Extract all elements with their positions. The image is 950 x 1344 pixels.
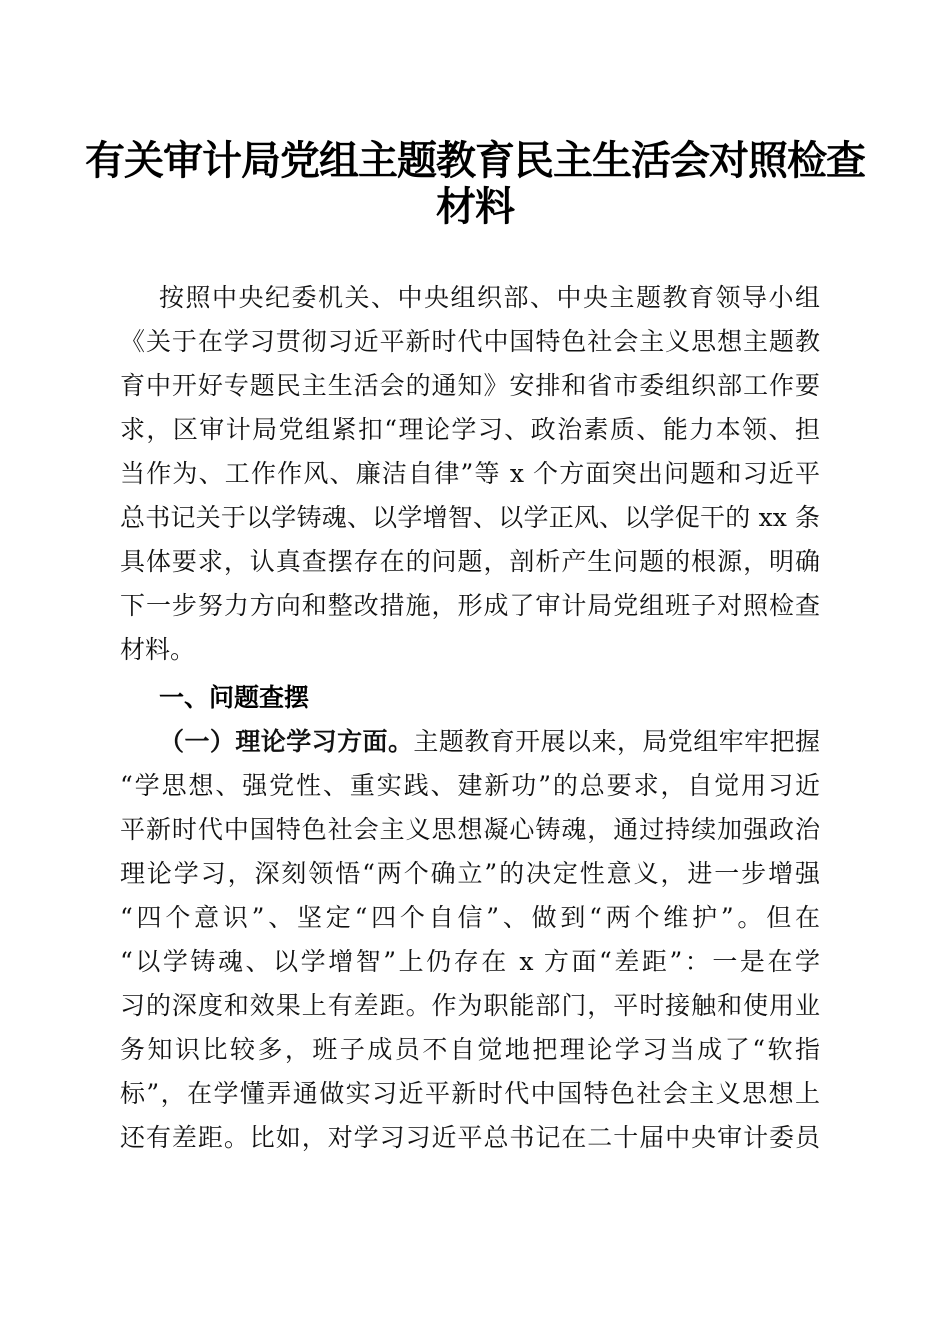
body-line: 习的深度和效果上有差距。作为职能部门，平时接触和使用业 [120, 991, 820, 1020]
body-line: “四个意识”、坚定“四个自信”、做到“两个维护”。但在 [120, 903, 820, 932]
document-title-line-2: 材料 [436, 183, 514, 230]
document-title-line-1: 有关审计局党组主题教育民主生活会对照检查 [85, 137, 865, 184]
body-line: 标”，在学懂弄通做实习近平新时代中国特色社会主义思想上 [120, 1079, 820, 1108]
body-line: “以学铸魂、以学增智”上仍存在 x 方面“差距”：一是在学 [120, 947, 820, 976]
subsection-lead: （一）理论学习方面。 [159, 727, 414, 756]
intro-line: 《关于在学习贯彻习近平新时代中国特色社会主义思想主题教 [120, 327, 820, 356]
body-line: 务知识比较多，班子成员不自觉地把理论学习当成了“软指 [120, 1035, 820, 1064]
intro-line: 求，区审计局党组紧扣“理论学习、政治素质、能力本领、担 [120, 415, 820, 444]
subsection-first-line-rest: 主题教育开展以来，局党组牢牢把握 [413, 727, 820, 756]
intro-line: 下一步努力方向和整改措施，形成了审计局党组班子对照检查 [120, 591, 820, 620]
section-heading: 一、问题查摆 [159, 683, 310, 712]
intro-line: 具体要求，认真查摆存在的问题，剖析产生问题的根源，明确 [120, 547, 820, 576]
body-line: 还有差距。比如，对学习习近平总书记在二十届中央审计委员 [120, 1123, 820, 1152]
intro-line: 材料。 [120, 635, 196, 664]
subsection-first-line [159, 720, 820, 764]
body-line: 理论学习，深刻领悟“两个确立”的决定性意义，进一步增强 [120, 859, 820, 888]
intro-line: 按照中央纪委机关、中央组织部、中央主题教育领导小组 [159, 283, 820, 312]
intro-line: 当作为、工作作风、廉洁自律”等 x 个方面突出问题和习近平 [120, 459, 820, 488]
body-line: 平新时代中国特色社会主义思想凝心铸魂，通过持续加强政治 [120, 815, 820, 844]
body-line: “学思想、强党性、重实践、建新功”的总要求，自觉用习近 [120, 771, 820, 800]
intro-line: 育中开好专题民主生活会的通知》安排和省市委组织部工作要 [120, 371, 820, 400]
intro-line: 总书记关于以学铸魂、以学增智、以学正风、以学促干的 xx 条 [120, 503, 820, 532]
